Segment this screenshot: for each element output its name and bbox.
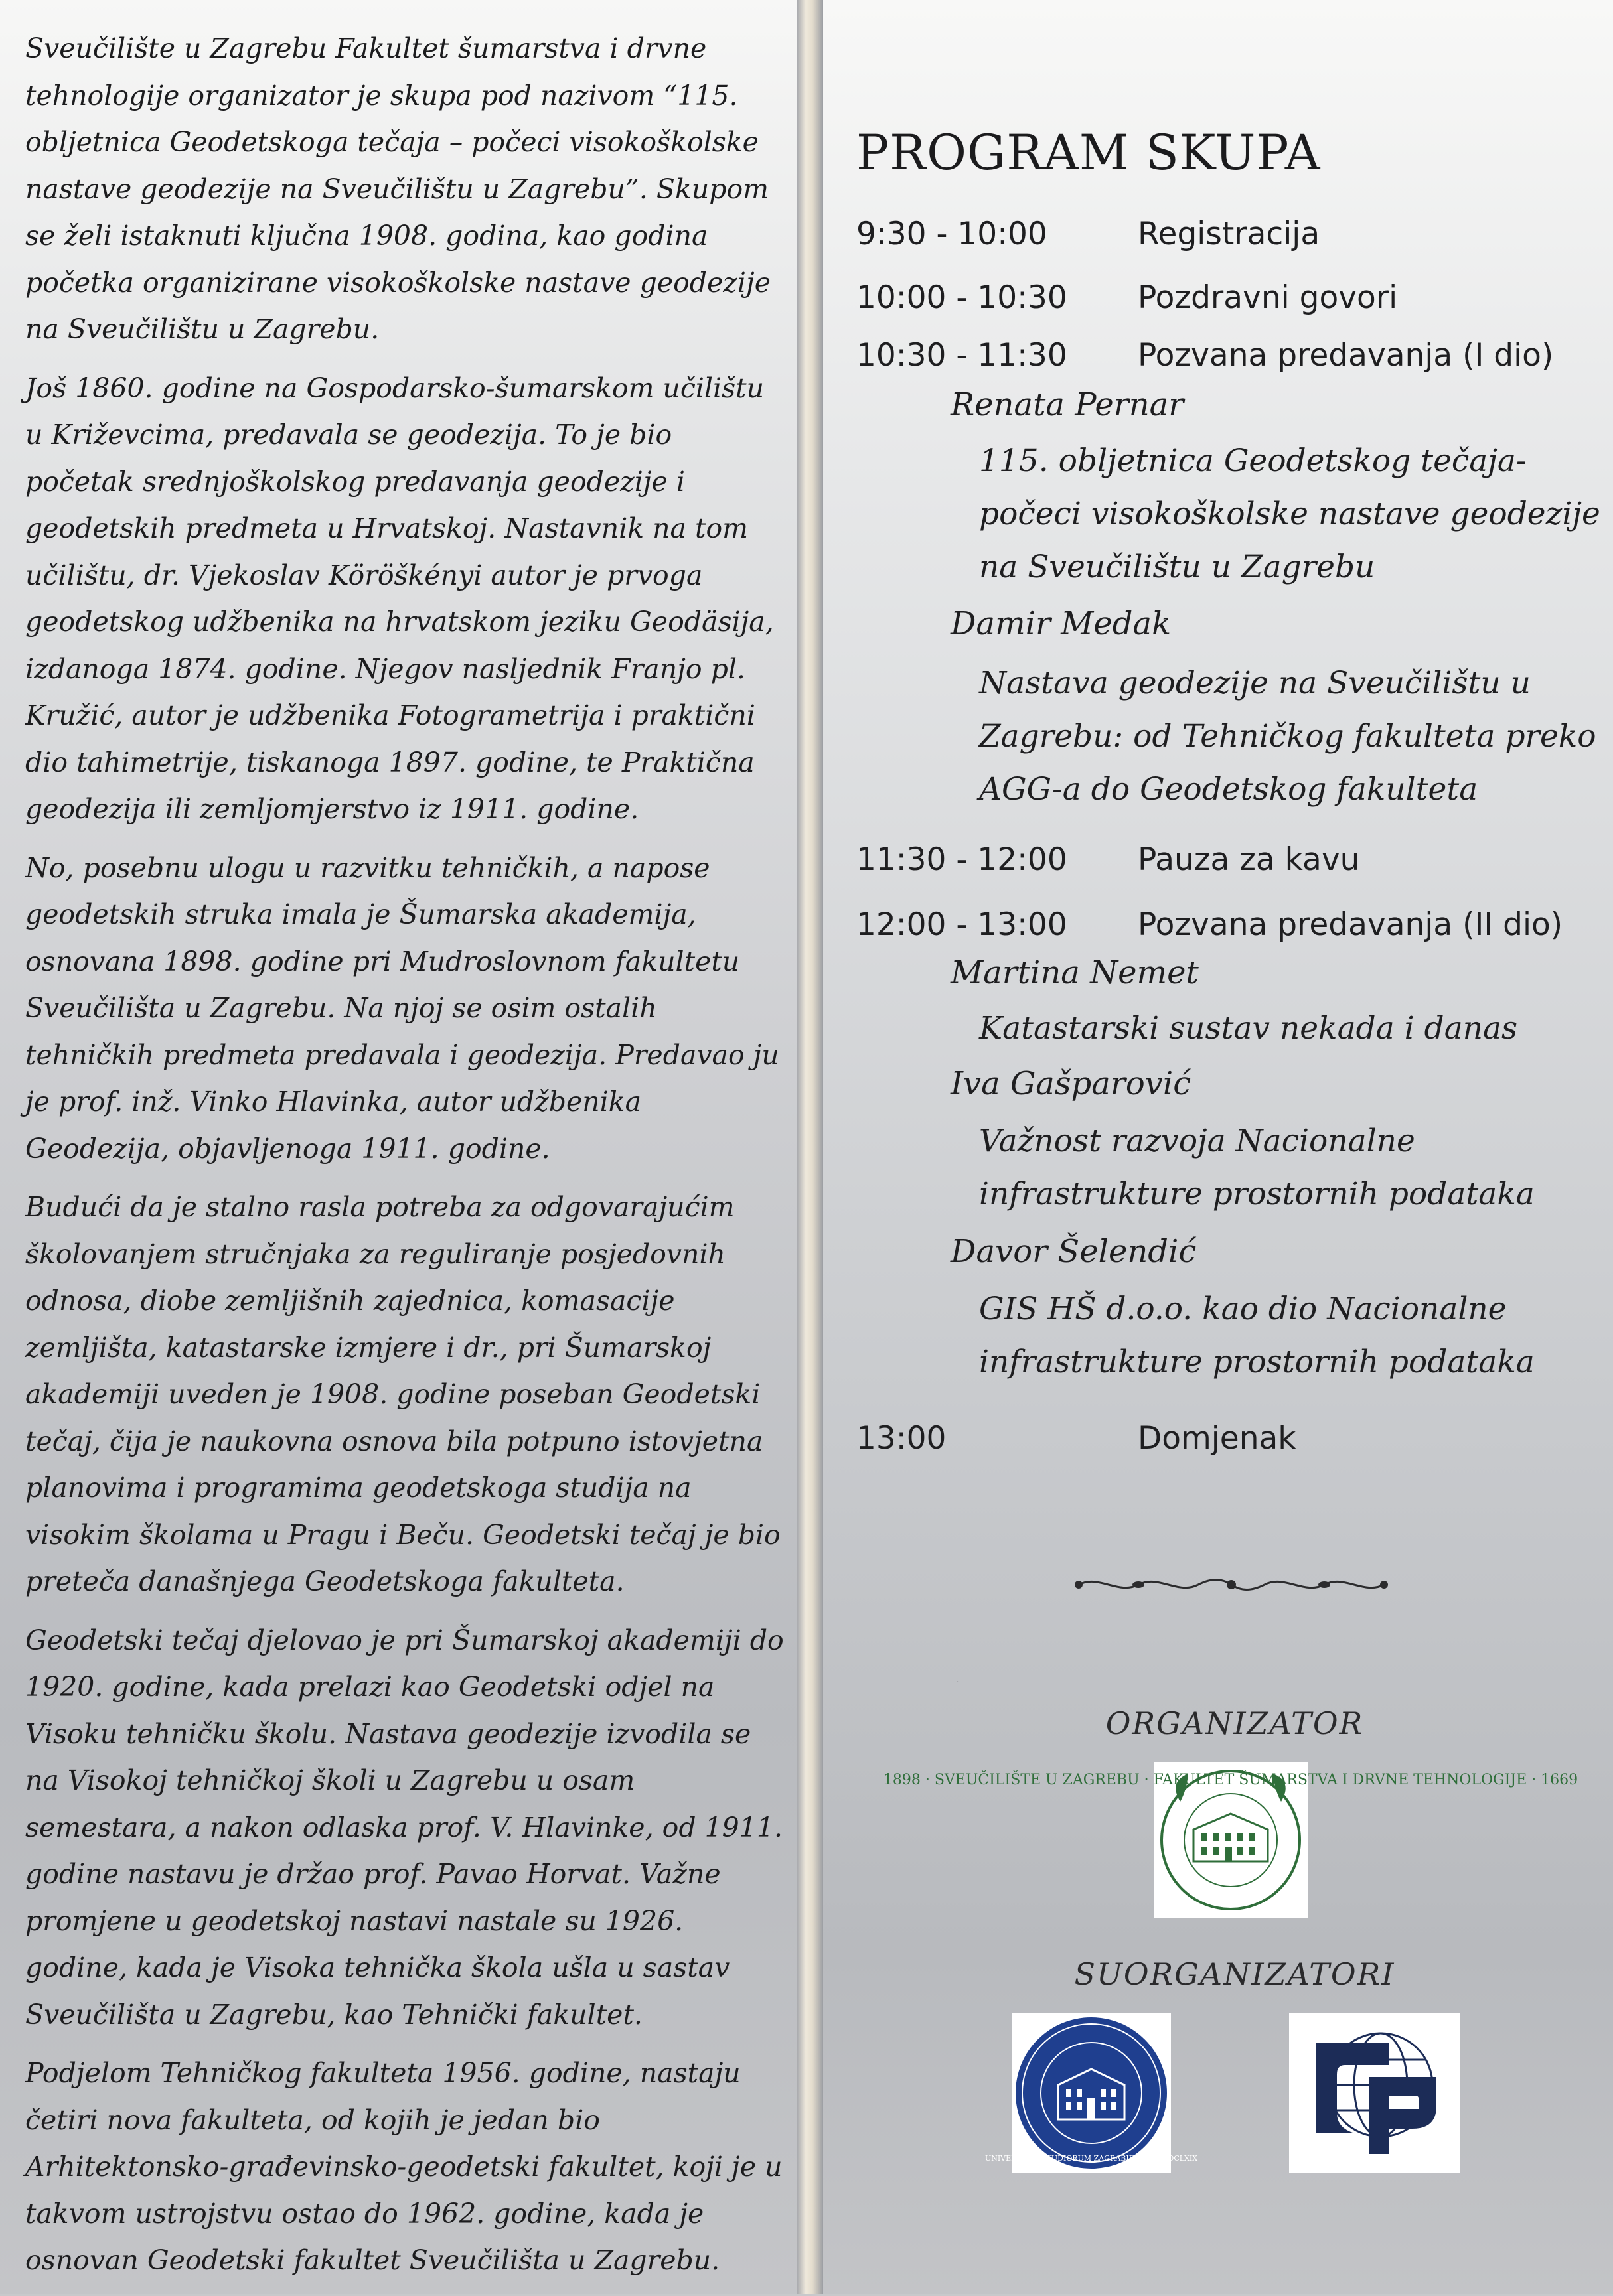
slot-time: 13:00 [856,1420,947,1457]
intro-paragraph: Sveučilište u Zagrebu Fakultet šumarstva i drvne tehnologije organizator je skupa pod nazivom “115. obljetnica Geodetskoga tečaja – počeci visokoškolske nastave geodezije na Sveučilištu u Zagrebu”. Skupom se želi istaknuti ključna 1908. godina, kao godina početka organizirane visokoškolske nastave geodezije na Sveučilištu u Zagrebu. [25,33,771,345]
slot-time: 10:30 - 11:30 [856,337,1067,374]
speaker-name: Iva Gašparović [951,1065,1191,1102]
speaker-name: Davor Šelendić [951,1233,1197,1270]
program-title: PROGRAM SKUPA [856,125,1321,181]
talk-title: Nastava geodezije na Sveučilištu u Zagrebu: od Tehničkog fakulteta preko AGG-a do Geodetskog fakulteta [979,665,1596,808]
talk-title: GIS HŠ d.o.o. kao dio Nacionalne infrastrukture prostornih podataka [979,1291,1535,1380]
university-seal-logo [984,2013,1198,2173]
coorganizers-label: SUORGANIZATORI [1074,1956,1395,1992]
slot-title: Pozvana predavanja (I dio) [1138,337,1554,374]
speaker-name: Renata Pernar [951,386,1184,423]
intro-paragraph: No, posebnu ulogu u razvitku tehničkih, a napose geodetskih struka imala je Šumarska akademija, osnovana 1898. godine pri Mudroslovnom fakultetu Sveučilišta u Zagrebu. Na njoj se osim ostalih tehničkih predmeta predavala i geodezija. Predavao ju je prof. inž. Vinko Hlavinka, autor udžbenika Geodezija, objavljenoga 1911. godine. [25,851,779,1165]
seal-year-text: 1898 · SVEUČILIŠTE U ZAGREBU · FAKULTET ŠUMARSTVA I DRVNE TEHNOLOGIJE · 1669 [883,1772,1578,1788]
geodetic-faculty-logo [1289,2013,1460,2173]
university-seal-text: UNIVERSITAS STUDIORUM ZAGRABIENSIS · MDCLXIX [984,2154,1198,2163]
intro-paragraph: Budući da je stalno rasla potreba za odgovarajućim školovanjem stručnjaka za reguliranje posjedovnih odnosa, diobe zemljišnih zajednica, komasacije zemljišta, katastarske izmjere i dr., pri Šumarskoj akademiji uveden je 1908. godine poseban Geodetski tečaj, čija je naukovna osnova bila potpuno istovjetna planovima i programima geodetskoga studija na visokim školama u Pragu i Beču. Geodetski tečaj je bio preteča današnjega Geodetskoga fakulteta. [25,1191,781,1597]
talk-title: 115. obljetnica Geodetskog tečaja-počeci visokoškolske nastave geodezije na Sveučilištu u Zagrebu [979,443,1600,585]
ornament-divider [1072,1573,1391,1597]
faculty-seal-logo [883,1762,1578,1918]
slot-time: 11:30 - 12:00 [856,841,1067,878]
slot-time: 10:00 - 10:30 [856,279,1067,316]
slot-time: 12:00 - 13:00 [856,906,1067,943]
slot-title: Pozvana predavanja (II dio) [1138,906,1563,943]
slot-title: Registracija [1138,216,1320,252]
intro-paragraph: Geodetski tečaj djelovao je pri Šumarskoj akademiji do 1920. godine, kada prelazi kao Geodetski odjel na Visoku tehničku školu. Nastava geodezije izvodila se na Visokoj tehničkoj školi u Zagrebu u osam semestara, a nakon odlaska prof. V. Hlavinke, od 1911. godine nastavu je držao prof. Pavao Horvat. Važne promjene u geodetskoj nastavi nastale su 1926. godine, kada je Visoka tehnička škola ušla u sastav Sveučilišta u Zagrebu, kao Tehnički fakultet. [25,1624,784,2031]
speaker-name: Damir Medak [951,605,1172,642]
organizer-label: ORGANIZATOR [1105,1705,1364,1741]
slot-title: Pozdravni govori [1138,279,1398,316]
intro-paragraph: Još 1860. godine na Gospodarsko-šumarskom učilištu u Križevcima, predavala se geodezija. To je bio početak srednjoškolskog predavanja geodezije i geodetskih predmeta u Hrvatskoj. Nastavnik na tom učilištu, dr. Vjekoslav Köröškényi autor je prvoga geodetskog udžbenika na hrvatskom jeziku Geodäsija, izdanoga 1874. godine. Njegov nasljednik Franjo pl. Kružić, autor je udžbenika Fotogrametrija i praktični dio tahimetrije, tiskanoga 1897. godine, te Praktična geodezija ili zemljomjerstvo iz 1911. godine. [25,372,774,825]
slot-time: 9:30 - 10:00 [856,216,1047,252]
intro-text [25,25,789,2296]
slot-title: Domjenak [1138,1420,1296,1457]
brochure-fold [797,0,823,2294]
slot-title: Pauza za kavu [1138,841,1360,878]
talk-title: Katastarski sustav nekada i danas [979,1010,1518,1046]
talk-title: Važnost razvoja Nacionalne infrastrukture prostornih podataka [979,1123,1535,1212]
speaker-name: Martina Nemet [951,954,1199,991]
intro-paragraph: Podjelom Tehničkog fakulteta 1956. godine, nastaju četiri nova fakulteta, od kojih je jedan bio Arhitektonsko-građevinsko-geodetski fakultet, koji je u takvom ustrojstvu ostao do 1962. godine, kada je osnovan Geodetski fakultet Sveučilišta u Zagrebu. [25,2057,783,2276]
